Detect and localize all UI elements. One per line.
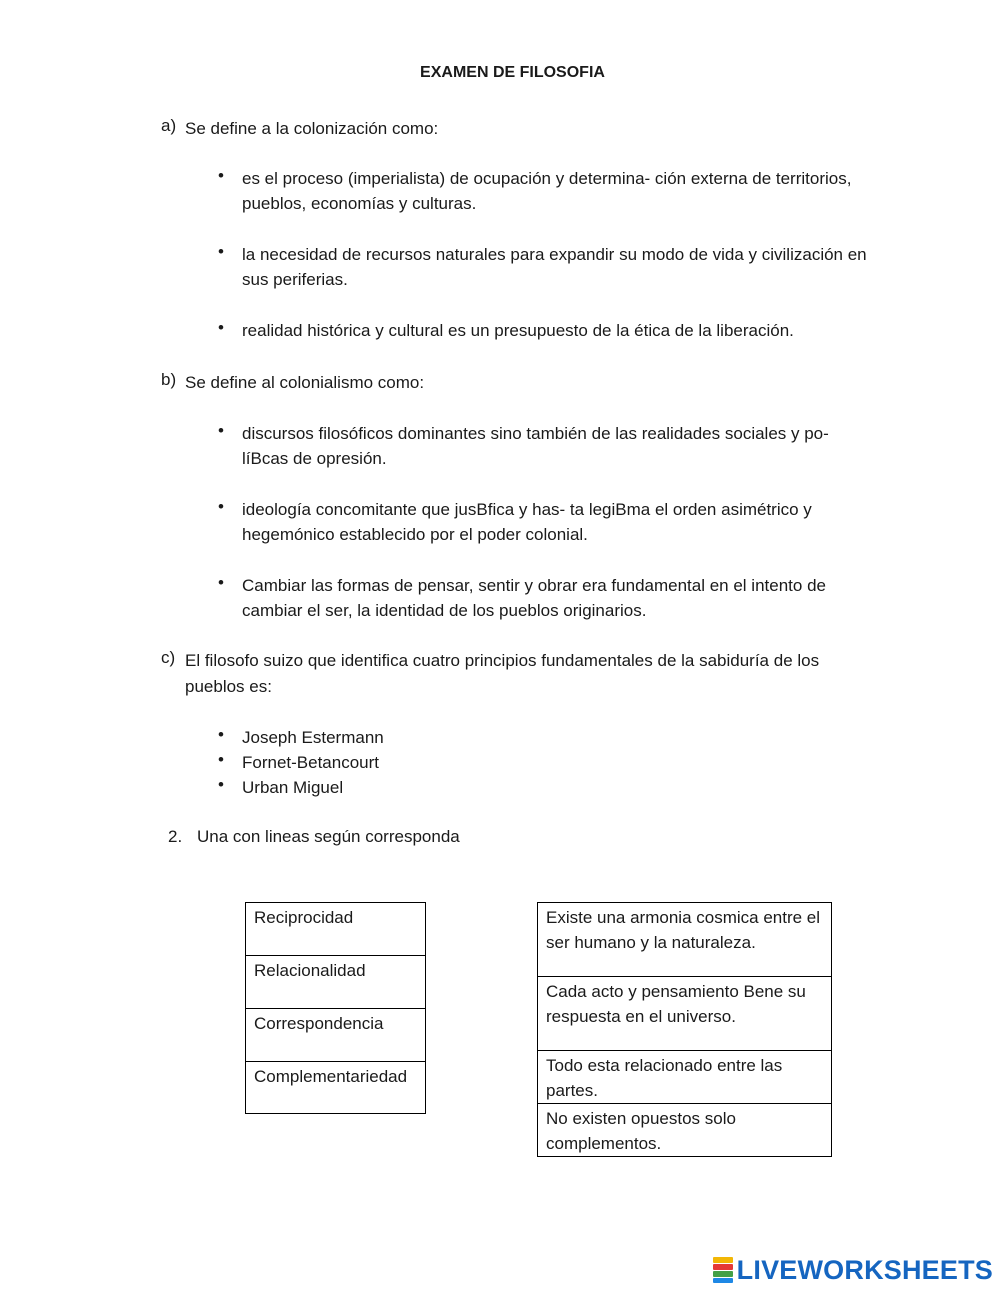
match-left-item[interactable]: Relacionalidad <box>245 955 426 1009</box>
liveworksheets-logo <box>713 1253 993 1287</box>
question-b-option-2[interactable]: ideología concomitante que jusBfica y has- ta legiBma el orden asimétrico y hegemónico establecido por el poder colonial. <box>242 500 812 544</box>
question-b-text: Se define al colonialismo como: <box>185 373 425 392</box>
match-right-item[interactable]: No existen opuestos solo complementos. <box>537 1103 832 1157</box>
question-b-option-1[interactable]: discursos filosóficos dominantes sino también de las realidades sociales y po- líBcas de opresión. <box>242 424 829 468</box>
question-a-label: a) <box>161 116 177 135</box>
section-2-instruction: Una con lineas según corresponda <box>197 827 460 846</box>
liveworksheets-logo-text: LIVEWORKSHEETS <box>736 1254 993 1285</box>
bullet-icon: • <box>218 421 224 440</box>
question-c-option-2[interactable]: Fornet-Betancourt <box>242 753 380 772</box>
question-a-option-3[interactable]: realidad histórica y cultural es un presupuesto de la ética de la liberación. <box>242 321 794 340</box>
question-c-text: El filosofo suizo que identifica cuatro principios fundamentales de la sabiduría de los pueblos es: <box>185 651 820 696</box>
bullet-icon: • <box>218 166 224 185</box>
match-left-item[interactable]: Complementariedad <box>245 1061 426 1114</box>
bullet-icon: • <box>218 775 224 794</box>
question-c-option-3[interactable]: Urban Miguel <box>242 778 344 797</box>
bullet-icon: • <box>218 573 224 592</box>
question-c-option-1[interactable]: Joseph Estermann <box>242 728 384 747</box>
bullet-icon: • <box>218 750 224 769</box>
section-2-number: 2. <box>168 827 183 846</box>
match-right-item[interactable]: Todo esta relacionado entre las partes. <box>537 1050 832 1104</box>
bullet-icon: • <box>218 497 224 516</box>
match-right-item[interactable]: Existe una armonia cosmica entre el ser humano y la naturaleza. <box>537 902 832 977</box>
match-left-item[interactable]: Correspondencia <box>245 1008 426 1062</box>
page-title: EXAMEN DE FILOSOFIA <box>420 64 605 81</box>
question-a-option-1[interactable]: es el proceso (imperialista) de ocupación y determina- ción externa de territorios, pueblos, economías y culturas. <box>242 169 852 213</box>
bullet-icon: • <box>218 725 224 744</box>
bullet-icon: • <box>218 318 224 337</box>
question-b-option-3[interactable]: Cambiar las formas de pensar, sentir y obrar era fundamental en el intento de cambiar el ser, la identidad de los pueblos originarios. <box>242 576 826 620</box>
question-a-text: Se define a la colonización como: <box>185 119 439 138</box>
bullet-icon: • <box>218 242 224 261</box>
question-b-label: b) <box>161 370 177 389</box>
liveworksheets-logo-icon <box>713 1257 733 1283</box>
question-a-option-2[interactable]: la necesidad de recursos naturales para expandir su modo de vida y civilización en sus periferias. <box>242 245 867 289</box>
match-left-item[interactable]: Reciprocidad <box>245 902 426 956</box>
question-c-label: c) <box>161 648 176 667</box>
match-right-item[interactable]: Cada acto y pensamiento Bene su respuesta en el universo. <box>537 976 832 1051</box>
